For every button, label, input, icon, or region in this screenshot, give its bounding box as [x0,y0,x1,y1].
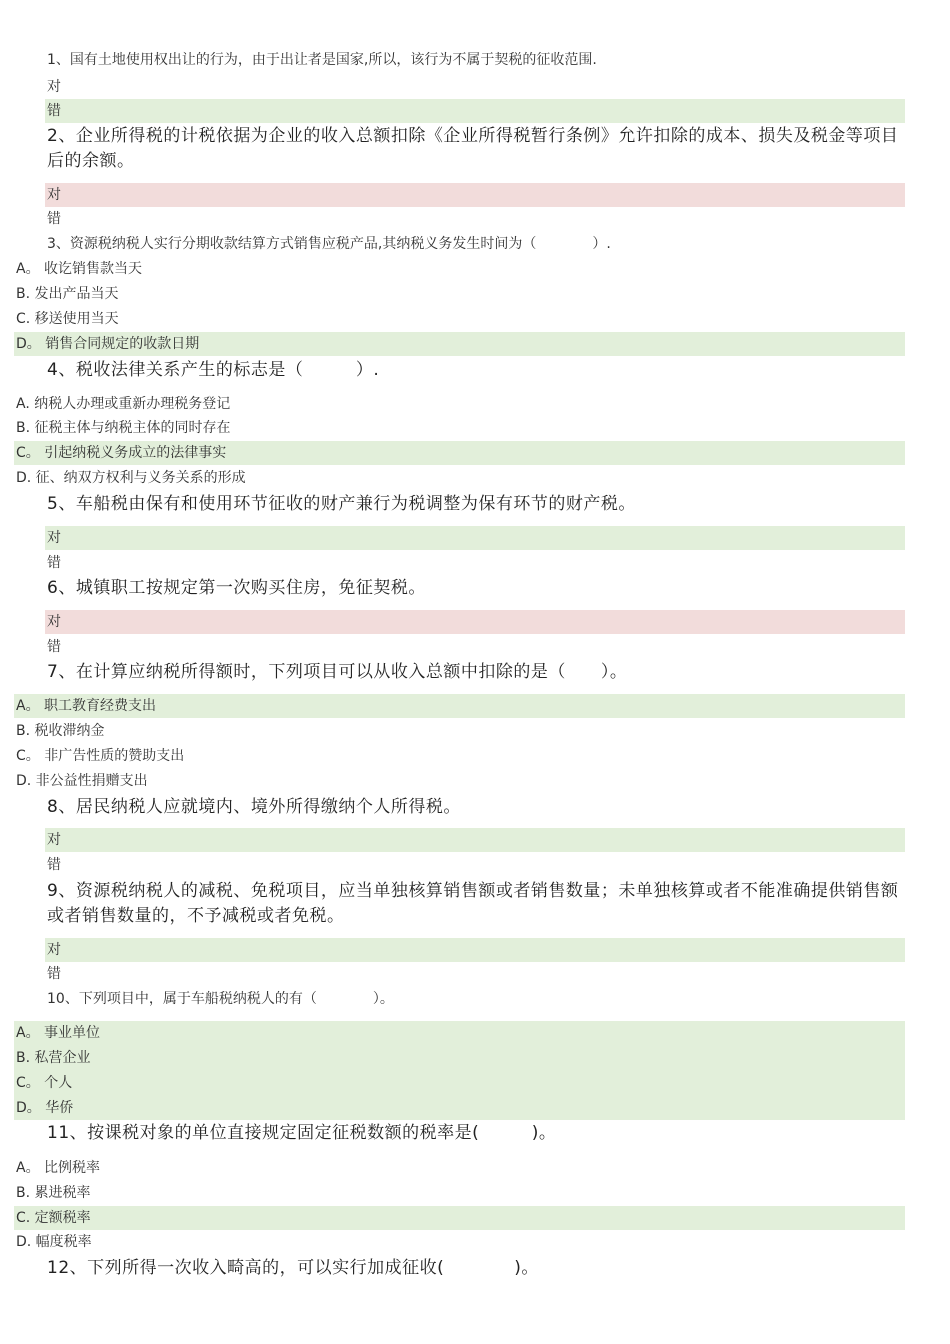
option-c[interactable]: C. 定额税率 [16,1210,91,1226]
question-4: 4、税收法律关系产生的标志是（ ）. [47,360,380,380]
option-d[interactable]: D。 销售合同规定的收款日期 [16,336,200,352]
option-a[interactable]: A。 职工教育经费支出 [16,698,157,714]
question-3: 3、资源税纳税人实行分期收款结算方式销售应税产品,其纳税义务发生时间为（ ）. [47,236,611,252]
answer-true[interactable]: 对 [47,832,61,848]
option-b[interactable]: B. 征税主体与纳税主体的同时存在 [16,420,231,436]
question-6: 6、城镇职工按规定第一次购买住房，免征契税。 [47,578,426,598]
option-a[interactable]: A。 事业单位 [16,1025,101,1041]
question-11: 11、按课税对象的单位直接规定固定征税数额的税率是( )。 [47,1123,557,1143]
option-b[interactable]: B. 私营企业 [16,1050,91,1066]
option-c[interactable]: C。 引起纳税义务成立的法律事实 [16,445,227,461]
answer-true[interactable]: 对 [47,187,61,203]
option-c[interactable]: C. 移送使用当天 [16,311,119,327]
answer-true[interactable]: 对 [47,942,61,958]
question-2: 2、企业所得税的计税依据为企业的收入总额扣除《企业所得税暂行条例》允许扣除的成本、损失及税金等项目后的余额。 [47,126,899,171]
option-d[interactable]: D。 华侨 [16,1100,74,1116]
option-b[interactable]: B. 税收滞纳金 [16,723,105,739]
answer-false[interactable]: 错 [47,857,61,873]
option-d[interactable]: D. 征、纳双方权利与义务关系的形成 [16,470,246,486]
answer-false[interactable]: 错 [47,966,61,982]
question-10: 10、下列项目中，属于车船税纳税人的有（ ）。 [47,991,394,1007]
option-c[interactable]: C。 个人 [16,1075,73,1091]
option-a[interactable]: A. 纳税人办理或重新办理税务登记 [16,396,231,412]
option-a[interactable]: A。 收讫销售款当天 [16,261,143,277]
option-c[interactable]: C。 非广告性质的赞助支出 [16,748,185,764]
answer-false[interactable]: 错 [47,555,61,571]
option-d[interactable]: D. 非公益性捐赠支出 [16,773,148,789]
answer-false[interactable]: 错 [47,639,61,655]
option-d[interactable]: D. 幅度税率 [16,1234,92,1250]
question-7: 7、在计算应纳税所得额时，下列项目可以从收入总额中扣除的是（ ）。 [47,662,628,682]
answer-true[interactable]: 对 [47,614,61,630]
answer-false[interactable]: 错 [47,211,61,227]
question-5: 5、车船税由保有和使用环节征收的财产兼行为税调整为保有环节的财产税。 [47,494,636,514]
answer-true[interactable]: 对 [47,79,61,95]
question-1: 1、国有土地使用权出让的行为，由于出让者是国家,所以，该行为不属于契税的征收范围. [47,52,597,68]
question-12: 12、下列所得一次收入畸高的，可以实行加成征收( )。 [47,1258,539,1278]
option-a[interactable]: A。 比例税率 [16,1160,101,1176]
option-b[interactable]: B. 发出产品当天 [16,286,119,302]
answer-true[interactable]: 对 [47,530,61,546]
question-8: 8、居民纳税人应就境内、境外所得缴纳个人所得税。 [47,797,461,817]
option-b[interactable]: B. 累进税率 [16,1185,91,1201]
answer-false[interactable]: 错 [47,103,61,119]
question-9: 9、资源税纳税人的减税、免税项目，应当单独核算销售额或者销售数量；未单独核算或者不能准确提供销售额或者销售数量的，不予减税或者免税。 [47,881,899,926]
